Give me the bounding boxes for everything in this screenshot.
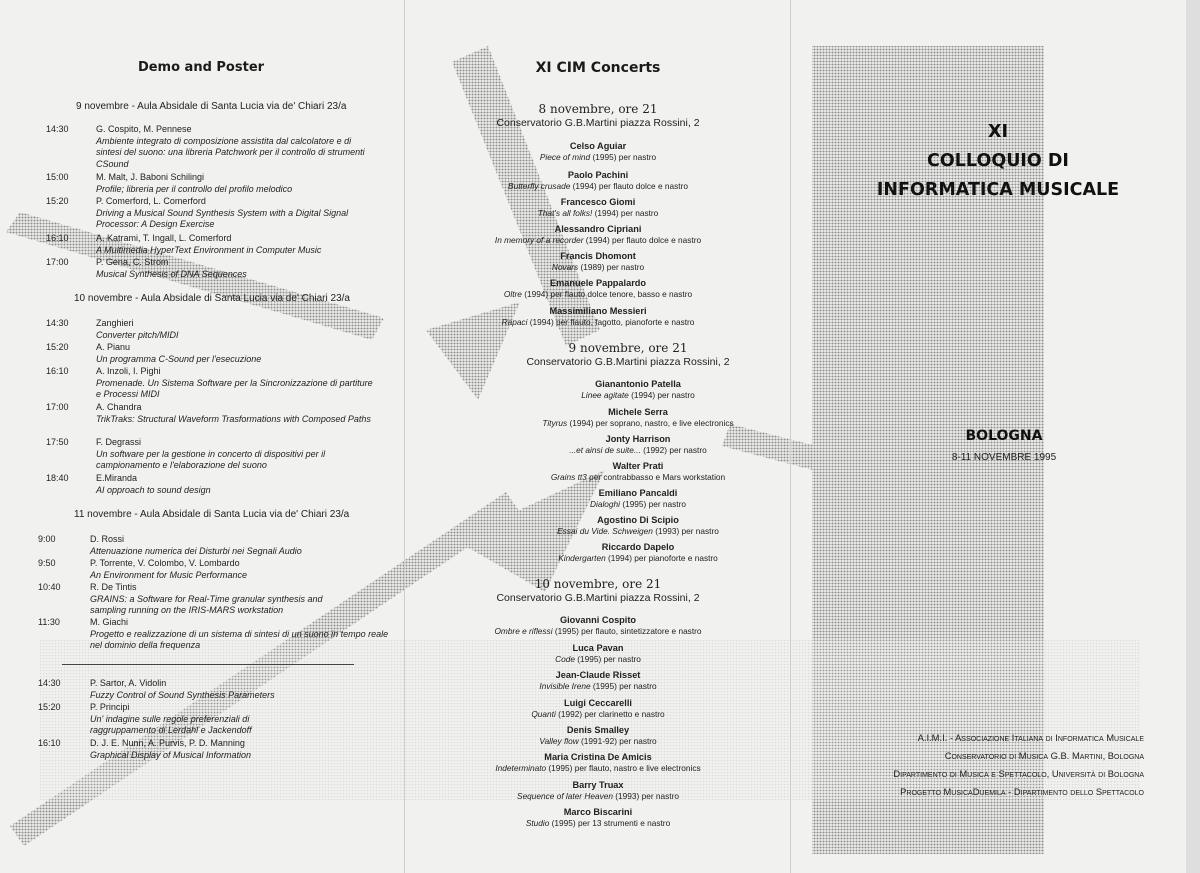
entry-authors: E.Miranda [96,473,138,483]
entry-time: 15:20 [46,196,69,206]
conference-city: BOLOGNA [965,428,1043,444]
entry-authors: D. J. E. Nunn, A. Purvis, P. D. Manning [90,738,245,748]
entry-time: 16:10 [38,738,61,748]
piece-details: (1994) per flauto dolce e nastro [572,181,688,191]
piece-title: That's all folks! [537,208,593,218]
piece-details: (1994) per flauto dolce tenore, basso e nastro [524,289,693,299]
piece-composer: Riccardo Dapelo [601,542,675,552]
entry-authors: A. Inzoli, I. Pighi [96,366,161,376]
piece-details: (1995) per 13 strumenti e nastro [551,818,671,828]
entry-authors: Zanghieri [96,318,134,328]
piece-composer: Agostino Di Scipio [597,515,679,525]
piece-title: Ombre e riflessi [494,626,553,636]
piece-details: (1992) per nastro [643,445,707,455]
concert-piece [408,806,788,829]
piece-title: Tityrus [542,418,568,428]
concert-piece [448,433,828,456]
concert-piece [448,378,828,401]
concert-piece [408,642,788,665]
concert-piece [408,277,788,300]
concert-piece [448,541,828,564]
piece-details: (1993) per nastro [655,526,719,536]
piece-composer: Barry Truax [572,780,624,790]
piece-composer: Marco Biscarini [563,807,633,817]
piece-composer: Emiliano Pancaldi [598,488,678,498]
entry-time: 15:20 [46,342,69,352]
piece-composer: Francesco Giomi [560,197,636,207]
piece-composer: Francis Dhomont [560,251,636,261]
concert-piece [408,140,788,163]
entry-authors: M. Malt, J. Baboni Schilingi [96,172,205,182]
piece-title: In memory of a recorder [494,235,584,245]
entry-authors: A. Chandra [96,402,142,412]
piece-composer: Walter Prati [612,461,664,471]
organizer-line: A.I.M.I. - Associazione Italiana di Informatica Musicale [917,732,1144,743]
piece-composer: Massimiliano Messieri [549,306,647,316]
piece-title: Essai du Vide. Schweigen [557,526,653,536]
concert-piece [408,196,788,219]
entry-time: 15:00 [46,172,69,182]
entry-authors: P. Comerford, L. Comerford [96,196,206,206]
entry-time: 16:10 [46,233,69,243]
entry-title: GRAINS: a Software for Real-Time granular synthesis and sampling running on the IRIS-MARS workstation [90,593,323,616]
piece-composer: Denis Smalley [566,725,630,735]
title-line: XI [987,122,1008,142]
piece-title: Indeterminato [495,763,547,773]
concert-piece [408,169,788,192]
entry-time: 14:30 [46,124,69,134]
piece-details: per contrabbasso e Mars workstation [589,472,726,482]
divider [62,664,354,665]
concert-piece [448,487,828,510]
piece-composer: Jean-Claude Risset [555,670,641,680]
entry-title: Driving a Musical Sound Synthesis System with a Digital Signal Processor: A Design Exercise [96,207,349,230]
entry-title: Promenade. Un Sistema Software per la Sincronizzazione di partiture e Processi MIDI [96,377,373,400]
piece-composer: Luigi Ceccarelli [564,698,632,708]
entry-title: Attenuazione numerica dei Disturbi nei Segnali Audio [90,545,302,556]
entry-time: 18:40 [46,473,69,483]
piece-composer: Maria Cristina De Amicis [544,752,652,762]
concert-piece [408,779,788,802]
demo-poster-title: Demo and Poster [137,60,265,75]
piece-details: (1993) per nastro [615,791,679,801]
organizer-line: Progetto MusicaDuemila - Dipartimento dello Spettacolo [900,786,1144,797]
entry-authors: A. Katrami, T. Ingall, L. Comerford [96,233,232,243]
concert-date: 10 novembre, ore 21 [534,577,662,591]
entry-title: Converter pitch/MIDI [96,329,179,340]
piece-composer: Alessandro Cipriani [554,224,642,234]
entry-authors: G. Cospito, M. Pennese [96,124,192,134]
entry-authors: P. Sartor, A. Vidolin [90,678,167,688]
piece-composer: Gianantonio Patella [595,379,681,389]
piece-details: (1995) per nastro [577,654,641,664]
concert-venue: Conservatorio G.B.Martini piazza Rossini, 2 [496,592,700,604]
entry-time: 11:30 [38,617,60,627]
entry-title: AI opproach to sound design [96,484,211,495]
concert-heading [408,103,788,130]
entry-title: Profile; libreria per il controllo del profilo melodico [96,183,293,194]
piece-details: (1994) per pianoforte e nastro [608,553,718,563]
entry-authors: F. Degrassi [96,437,142,447]
piece-composer: Jonty Harrison [605,434,671,444]
entry-authors: P. Gena, C. Strom [96,257,169,267]
entry-authors: P. Principi [90,702,130,712]
piece-details: (1994) per flauto, fagotto, pianoforte e nastro [529,317,695,327]
concert-piece [408,223,788,246]
piece-composer: Celso Aguiar [569,141,627,151]
concert-piece [408,751,788,774]
fold-line [404,0,405,873]
entry-title: An Environment for Music Performance [90,569,248,580]
concert-piece [408,724,788,747]
entry-time: 17:50 [46,437,69,447]
concert-piece [448,406,828,429]
entry-title: A Multimedia HyperText Environment in Computer Music [96,244,322,255]
entry-title: Graphical Display of Musical Information [90,749,252,760]
entry-time: 14:30 [46,318,69,328]
piece-composer: Luca Pavan [572,643,624,653]
piece-title: ...et ainsi de suite... [569,445,641,455]
title-line: COLLOQUIO DI [927,151,1069,171]
piece-details: (1994) per nastro [594,208,659,218]
title-line: INFORMATICA MUSICALE [876,180,1120,200]
piece-title: Kindergarten [558,553,606,563]
piece-details: (1994) per nastro [631,390,695,400]
concert-heading [478,342,778,369]
entry-time: 16:10 [46,366,69,376]
piece-details: (1995) per nastro [622,499,686,509]
piece-details: (1995) per flauto, sintetizzatore e nastro [554,626,702,636]
entry-time: 17:00 [46,257,69,267]
entry-title: Progetto e realizzazione di un sistema di sintesi di un suono in tempo reale nel dominio della frequenza [90,628,389,651]
piece-title: Valley flow [539,736,579,746]
day-heading: 10 novembre - Aula Absidale di Santa Lucia via de' Chiari 23/a [74,293,350,304]
piece-title: Sequence of later Heaven [517,791,613,801]
piece-details: (1995) per flauto, nastro e live electronics [548,763,701,773]
organizer-line: Conservatorio di Musica G.B. Martini, Bologna [944,750,1144,761]
piece-title: Invisible Irene [539,681,591,691]
entry-authors: M. Giachi [90,617,129,627]
concert-venue: Conservatorio G.B.Martini piazza Rossini, 2 [496,117,700,129]
concert-date: 8 novembre, ore 21 [538,102,658,116]
entry-authors: R. De Tintis [90,582,137,592]
concert-piece [408,614,788,637]
entry-time: 9:00 [38,534,56,544]
concert-piece [448,514,828,537]
entry-time: 17:00 [46,402,69,412]
entry-time: 9:50 [38,558,56,568]
piece-details: (1994) per soprano, nastro, e live electronics [569,418,734,428]
piece-title: Studio [525,818,550,828]
entry-time: 14:30 [38,678,61,688]
paper-edge [1186,0,1200,873]
conference-dates: 8-11 NOVEMBRE 1995 [951,452,1057,463]
piece-composer: Paolo Pachini [567,170,629,180]
concert-piece [408,250,788,273]
piece-details: (1992) per clarinetto e nastro [558,709,665,719]
piece-details: (1995) per nastro [592,681,657,691]
entry-title: Un software per la gestione in concerto di dispositivi per il campionamento e l'elaborazione del suono [96,448,326,471]
piece-composer: Giovanni Cospito [559,615,637,625]
piece-title: Oltre [503,289,522,299]
piece-composer: Michele Serra [608,407,668,417]
concerts-title: XI CIM Concerts [535,60,661,76]
entry-title: Ambiente integrato di composizione assistita dal calcolatore e di sintesi del suono: una libreria Patchwork per il controllo di strumenti CSound [96,135,365,169]
conference-title [808,118,1188,205]
entry-time: 10:40 [38,582,61,592]
concert-date: 9 novembre, ore 21 [568,341,688,355]
day-heading: 9 novembre - Aula Absidale di Santa Lucia via de' Chiari 23/a [76,101,347,112]
piece-title: Piece of mind [539,152,591,162]
entry-time: 15:20 [38,702,61,712]
entry-title: Musical Synthesis of DNA Sequences [96,268,247,279]
entry-title: Fuzzy Control of Sound Synthesis Parameters [90,689,275,700]
piece-details: (1995) per nastro [592,152,657,162]
piece-title: Linee agitate [581,390,629,400]
piece-title: Novars [551,262,579,272]
piece-title: Quanti [531,709,556,719]
piece-title: Code [555,654,575,664]
piece-title: Dialoghi [590,499,620,509]
entry-title: Un' indagine sulle regole preferenziali di raggruppamento di Lerdahl e Jackendoff [90,713,252,736]
piece-details: (1989) per nastro [580,262,645,272]
organizer-line: Dipartimento di Musica e Spettacolo, Università di Bologna [893,768,1144,779]
piece-title: Rapaci [501,317,528,327]
concert-piece [408,305,788,328]
entry-authors: P. Torrente, V. Colombo, V. Lombardo [90,558,240,568]
concert-piece [448,460,828,483]
piece-composer: Emanuele Pappalardo [550,278,646,288]
piece-details: (1991-92) per nastro [581,736,657,746]
piece-title: Butterfly crusade [508,181,571,191]
entry-authors: A. Pianu [96,342,131,352]
concert-piece [408,669,788,692]
entry-title: TrikTraks: Structural Waveform Trasformations with Composed Paths [96,413,371,424]
concert-venue: Conservatorio G.B.Martini piazza Rossini, 2 [526,356,730,368]
piece-title: Grains tt3 [550,472,587,482]
concert-heading [408,578,788,605]
entry-authors: D. Rossi [90,534,125,544]
piece-details: (1994) per flauto dolce e nastro [585,235,702,245]
concert-piece [408,697,788,720]
day-heading: 11 novembre - Aula Absidale di Santa Lucia via de' Chiari 23/a [74,509,350,520]
entry-title: Un programma C-Sound per l'esecuzione [96,353,262,364]
